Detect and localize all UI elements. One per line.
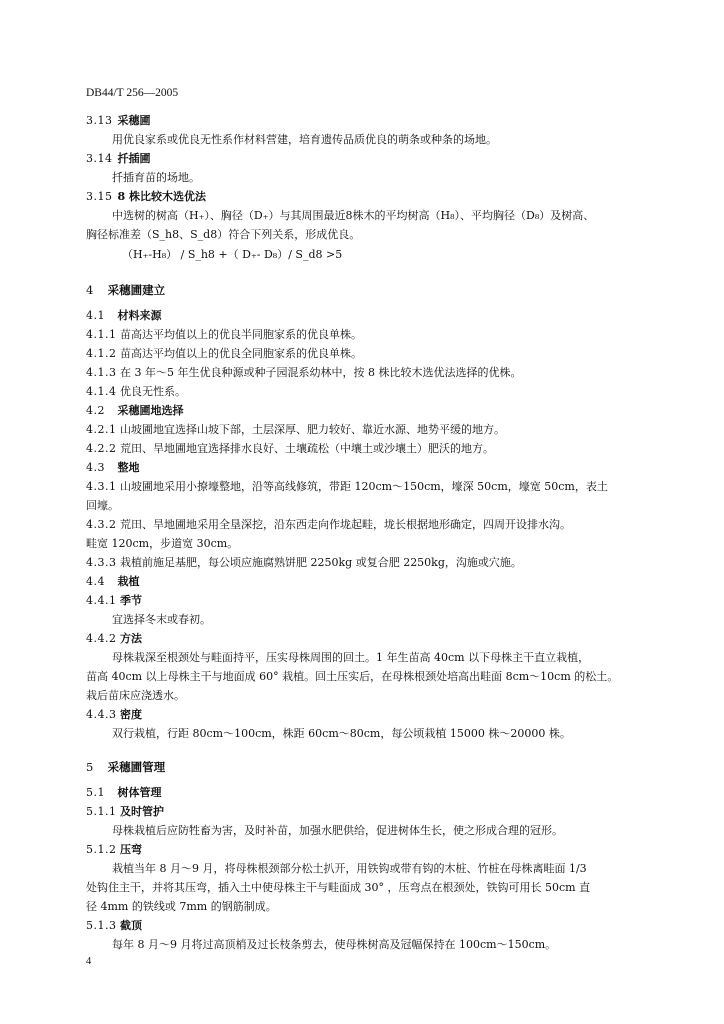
clause-number: 4.3.2 bbox=[86, 518, 117, 531]
clause-text-line1: 荒田、旱地圃地采用全垦深挖，沿东西走向作垅起畦，垅长根据地形确定，四周开设排水沟。 bbox=[120, 518, 571, 531]
section-3-14-heading bbox=[86, 149, 658, 168]
section-number: 5.1 bbox=[86, 786, 105, 799]
clause-number: 4.4.2 bbox=[86, 632, 117, 645]
clause-4-4-2-text-line2: 苗高 40cm 以上母株主干与地面成 60° 栽植。回土压实后，在母株根颈处培高出畦面 8cm～10cm 的松土。 bbox=[86, 670, 619, 683]
section-3-13-heading bbox=[86, 111, 658, 130]
document-code-header: DB44/T 256—2005 bbox=[86, 87, 179, 99]
section-title: 采穗圃 bbox=[117, 114, 151, 127]
clause-5-1-2-text-line2: 处钩住主干，并将其压弯，插入土中使母株主干与畦面成 30° ，压弯点在根颈处，铁钩可用长 50cm 直 bbox=[86, 881, 591, 894]
clause-title: 季节 bbox=[120, 594, 142, 607]
clause-4-3-1 bbox=[86, 477, 658, 496]
section-3-15-text-line2: 胸径标准差（S_h8、S_d8）符合下列关系，形成优良。 bbox=[86, 228, 361, 241]
section-3-15-heading bbox=[86, 187, 658, 206]
clause-4-3-2 bbox=[86, 515, 658, 534]
clause-text: 苗高达平均值以上的优良全同胞家系的优良单株。 bbox=[120, 347, 362, 360]
section-3-13-text: 用优良家系或优良无性系作材料营建，培育遗传品质优良的萌条或种条的场地。 bbox=[112, 133, 497, 146]
chapter-4-heading bbox=[86, 280, 658, 300]
clause-4-1-2 bbox=[86, 344, 658, 363]
clause-text: 荒田、旱地圃地宜选择排水良好、土壤疏松（中壤土或沙壤土）肥沃的地方。 bbox=[120, 442, 494, 455]
clause-4-4-3-text: 双行栽植，行距 80cm～100cm，株距 60cm～80cm，每公顷栽植 15000 株～20000 株。 bbox=[112, 727, 571, 740]
clause-5-1-3-heading bbox=[86, 916, 658, 935]
section-5-1-heading bbox=[86, 783, 658, 802]
clause-number: 4.3.1 bbox=[86, 480, 117, 493]
clause-number: 4.4.1 bbox=[86, 594, 117, 607]
clause-4-4-1-heading bbox=[86, 591, 658, 610]
section-4-1-heading bbox=[86, 306, 658, 325]
section-number: 4.4 bbox=[86, 575, 105, 588]
section-title: 栽植 bbox=[117, 575, 140, 588]
section-4-4-heading bbox=[86, 572, 658, 591]
section-title: 采穗圃地选择 bbox=[117, 404, 184, 417]
clause-number: 4.4.3 bbox=[86, 708, 117, 721]
clause-number: 5.1.3 bbox=[86, 919, 117, 932]
clause-title: 及时管护 bbox=[120, 805, 164, 818]
section-title: 材料来源 bbox=[117, 309, 162, 322]
clause-number: 4.2.2 bbox=[86, 442, 117, 455]
section-number: 3.13 bbox=[86, 114, 113, 127]
clause-title: 截顶 bbox=[120, 919, 142, 932]
clause-number: 4.1.4 bbox=[86, 385, 117, 398]
clause-text: 栽植前施足基肥，每公顷应施腐熟饼肥 2250kg 或复合肥 2250kg，沟施或穴施。 bbox=[120, 556, 522, 569]
document-body bbox=[86, 111, 658, 954]
clause-text-line1: 山坡圃地采用小撩壕整地，沿等高线修筑，带距 120cm～150cm，壕深 50cm，壕宽 50cm，表土 bbox=[120, 480, 608, 493]
section-number: 4.2 bbox=[86, 404, 105, 417]
clause-title: 密度 bbox=[120, 708, 142, 721]
section-3-14-text: 扦插育苗的场地。 bbox=[112, 171, 200, 184]
clause-4-2-1 bbox=[86, 420, 658, 439]
chapter-number: 5 bbox=[86, 760, 94, 774]
section-title: 整地 bbox=[117, 461, 140, 474]
clause-5-1-3-text: 每年 8 月～9 月将过高顶梢及过长枝条剪去，使母株树高及冠幅保持在 100cm～150cm。 bbox=[112, 938, 557, 951]
clause-number: 4.2.1 bbox=[86, 423, 117, 436]
clause-text: 苗高达平均值以上的优良半同胞家系的优良单株。 bbox=[120, 328, 362, 341]
clause-text: 优良无性系。 bbox=[120, 385, 186, 398]
section-number: 3.15 bbox=[86, 190, 113, 203]
chapter-title: 采穗圃管理 bbox=[107, 760, 166, 774]
clause-number: 4.1.3 bbox=[86, 366, 117, 379]
clause-4-3-2-text-line2: 畦宽 120cm，步道宽 30cm。 bbox=[86, 537, 239, 550]
selection-formula: （H₊-H₈） / S_h8 +（ D₊- D₈）/ S_d8 >5 bbox=[122, 248, 343, 261]
section-3-15-text-line1: 中选树的树高（H₊）、胸径（D₊）与其周围最近8株木的平均树高（H₈）、平均胸径（D₈）及树高、 bbox=[112, 209, 595, 222]
chapter-5-heading bbox=[86, 757, 658, 777]
clause-4-2-2 bbox=[86, 439, 658, 458]
clause-5-1-2-heading bbox=[86, 840, 658, 859]
section-4-2-heading bbox=[86, 401, 658, 420]
clause-text: 在 3 年～5 年生优良种源或种子园混系幼林中，按 8 株比较木选优法选择的优株。 bbox=[120, 366, 522, 379]
clause-title: 方法 bbox=[120, 632, 142, 645]
section-title: 树体管理 bbox=[117, 786, 162, 799]
chapter-title: 采穗圃建立 bbox=[107, 283, 166, 297]
chapter-number: 4 bbox=[86, 283, 94, 297]
clause-5-1-2-text-line1: 栽植当年 8 月～9 月，将母株根颈部分松土扒开，用铁钩或带有钩的木桩、竹桩在母株离畦面 1/3 bbox=[112, 862, 587, 875]
clause-number: 4.3.3 bbox=[86, 556, 117, 569]
clause-title: 压弯 bbox=[120, 843, 142, 856]
clause-4-4-2-text-line3: 栽后苗床应浇透水。 bbox=[86, 689, 185, 702]
clause-4-1-1 bbox=[86, 325, 658, 344]
clause-5-1-1-text: 母株栽植后应防牲畜为害，及时补苗，加强水肥供给，促进树体生长，使之形成合理的冠形。 bbox=[112, 824, 563, 837]
clause-text: 山坡圃地宜选择山坡下部，土层深厚、肥力较好、靠近水源、地势平缓的地方。 bbox=[120, 423, 505, 436]
section-title: 8 株比较木选优法 bbox=[117, 190, 206, 203]
clause-4-4-2-text-line1: 母株栽深至根颈处与畦面持平，压实母株周围的回土。1 年生苗高 40cm 以下母株主干直立栽植， bbox=[112, 651, 590, 664]
clause-number: 4.1.1 bbox=[86, 328, 117, 341]
section-number: 3.14 bbox=[86, 152, 113, 165]
clause-4-4-3-heading bbox=[86, 705, 658, 724]
clause-4-1-4 bbox=[86, 382, 658, 401]
clause-4-3-1-text-line2: 回壕。 bbox=[86, 499, 119, 512]
clause-4-3-3 bbox=[86, 553, 658, 572]
clause-4-4-2-heading bbox=[86, 629, 658, 648]
clause-4-4-1-text: 宜选择冬末或春初。 bbox=[112, 613, 211, 626]
clause-number: 4.1.2 bbox=[86, 347, 117, 360]
clause-number: 5.1.1 bbox=[86, 805, 117, 818]
section-title: 扦插圃 bbox=[117, 152, 151, 165]
section-4-3-heading bbox=[86, 458, 658, 477]
clause-4-1-3 bbox=[86, 363, 658, 382]
section-number: 4.3 bbox=[86, 461, 105, 474]
clause-5-1-2-text-line3: 径 4mm 的铁线或 7mm 的钢筋制成。 bbox=[86, 900, 277, 913]
section-number: 4.1 bbox=[86, 309, 105, 322]
clause-5-1-1-heading bbox=[86, 802, 658, 821]
clause-number: 5.1.2 bbox=[86, 843, 117, 856]
page-number: 4 bbox=[86, 956, 92, 967]
